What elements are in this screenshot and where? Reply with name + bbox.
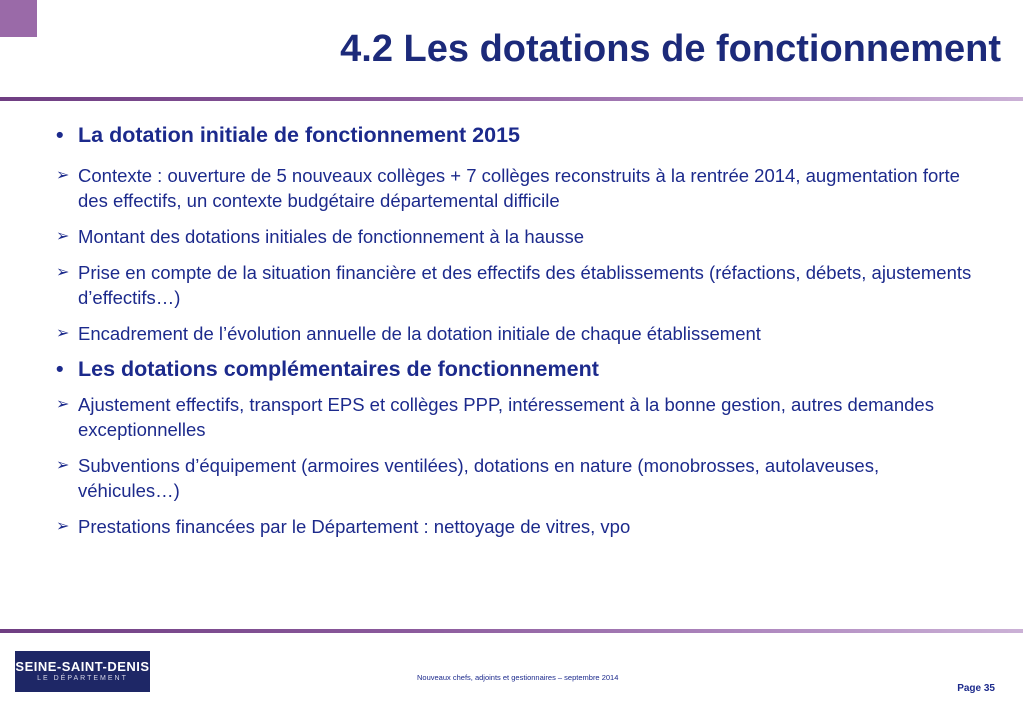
arrow-bullet-icon: ➢	[56, 228, 70, 245]
list-item-text: Ajustement effectifs, transport EPS et collèges PPP, intéressement à la bonne gestion, autres demandes exceptionnelles	[78, 394, 934, 440]
list-item	[56, 260, 976, 310]
arrow-bullet-icon: ➢	[56, 396, 70, 413]
section-heading-text: La dotation initiale de fonctionnement 2015	[78, 123, 520, 147]
footer-divider	[0, 629, 1023, 633]
list-item	[56, 163, 976, 213]
list-item	[56, 514, 976, 539]
department-logo	[15, 651, 150, 692]
list-item	[56, 453, 976, 503]
arrow-bullet-icon: ➢	[56, 264, 70, 281]
list-item-text: Prise en compte de la situation financière et des effectifs des établissements (réfactions, débets, ajustements d’effectifs…)	[78, 262, 972, 308]
logo-subtitle: LE DÉPARTEMENT	[37, 675, 128, 682]
corner-accent-square	[0, 0, 37, 37]
list-item	[56, 321, 976, 346]
list-item	[56, 224, 976, 249]
arrow-bullet-icon: ➢	[56, 325, 70, 342]
list-item-text: Prestations financées par le Département : nettoyage de vitres, vpo	[78, 516, 631, 537]
arrow-bullet-icon: ➢	[56, 457, 70, 474]
section-heading-text: Les dotations complémentaires de fonctionnement	[78, 357, 599, 381]
page-number: Page 35	[957, 683, 995, 694]
slide-content	[56, 122, 976, 539]
slide-title: 4.2 Les dotations de fonctionnement	[340, 28, 1001, 70]
list-item-text: Subventions d’équipement (armoires ventilées), dotations en nature (monobrosses, autolaveuses, véhicules…)	[78, 455, 880, 501]
logo-name: SEINE-SAINT-DENIS	[15, 659, 150, 674]
list-item	[56, 392, 976, 442]
list-item-text: Encadrement de l’évolution annuelle de la dotation initiale de chaque établissement	[78, 323, 761, 344]
arrow-bullet-icon: ➢	[56, 518, 70, 535]
footer-caption: Nouveaux chefs, adjoints et gestionnaires – septembre 2014	[417, 673, 619, 682]
section-heading-complementary	[56, 356, 976, 382]
title-divider	[0, 97, 1023, 101]
section-heading-initial	[56, 122, 976, 148]
bullet-icon: •	[56, 123, 64, 147]
list-item-text: Montant des dotations initiales de fonctionnement à la hausse	[78, 226, 584, 247]
arrow-bullet-icon: ➢	[56, 167, 70, 184]
list-item-text: Contexte : ouverture de 5 nouveaux collèges + 7 collèges reconstruits à la rentrée 2014, augmentation forte des effectifs, un contexte budgétaire départemental difficile	[78, 165, 960, 211]
bullet-icon: •	[56, 357, 64, 381]
